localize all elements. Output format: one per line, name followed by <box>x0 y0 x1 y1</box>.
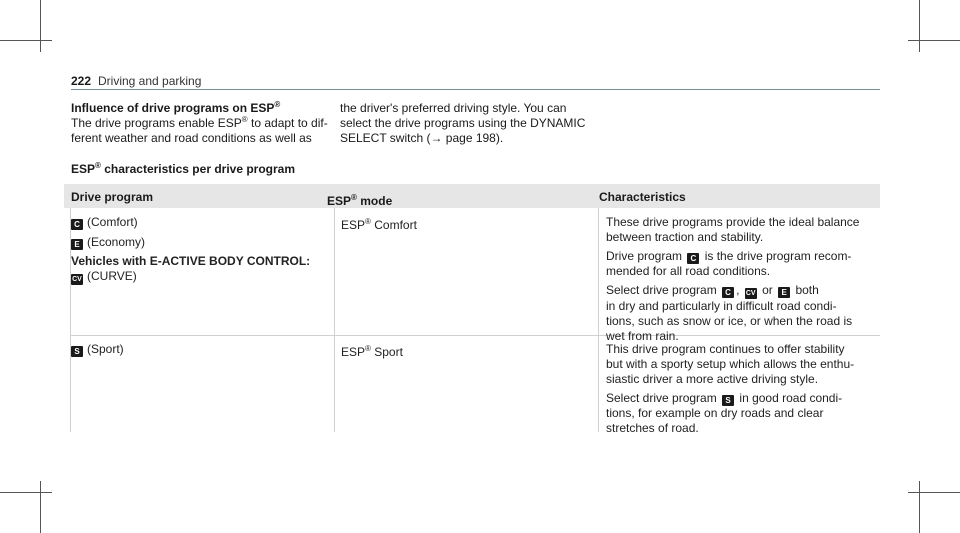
crop-mark <box>908 40 960 41</box>
intro-text: the driver's preferred driving style. You can <box>340 101 567 115</box>
economy-key-icon: E <box>71 239 83 250</box>
intro-right-column <box>340 101 600 146</box>
intro-text: SELECT switch (→ page 198). <box>340 131 504 145</box>
curve-key-icon: CV <box>72 276 82 283</box>
table-row-1-characteristics: These drive programs provide the ideal balance between traction and stability. Drive program C is the drive program recom- mended for all road conditions. Select drive program C , CV or E both in dry and particularly in difficult road condi- tions, such as snow or ice, or when the road is wet from rain. <box>606 215 860 343</box>
intro-heading: Influence of drive programs on ESP® <box>71 100 281 115</box>
header-drive-program: Drive program <box>71 190 154 204</box>
header-esp-mode: ESP® mode <box>327 193 393 208</box>
program-economy: E (Economy) <box>71 235 326 250</box>
column-divider <box>598 208 599 432</box>
comfort-key-icon: C <box>722 287 734 298</box>
intro-left-column <box>71 100 328 146</box>
intro-text: The drive programs enable ESP® to adapt to dif- <box>71 115 328 130</box>
program-sport: S (Sport) <box>71 342 124 357</box>
page-number: 222 <box>71 74 92 88</box>
crop-mark <box>919 481 920 533</box>
column-divider <box>334 208 335 432</box>
economy-key-icon: E <box>778 287 790 298</box>
table-row-1-mode: ESP® Comfort <box>341 217 417 232</box>
crop-mark <box>0 40 52 41</box>
crop-mark <box>919 0 920 52</box>
crop-mark <box>40 481 41 533</box>
table-row-2-mode: ESP® Sport <box>341 344 403 359</box>
table-header <box>64 184 880 208</box>
intro-text: ferent weather and road conditions as well as <box>71 131 312 145</box>
sport-key-icon: S <box>722 395 734 406</box>
comfort-key-icon: C <box>687 253 699 264</box>
intro-text: select the drive programs using the DYNAMIC <box>340 116 586 130</box>
table-row-2-characteristics: This drive program continues to offer stability but with a sporty setup which allows the enthu- siastic driver a more active driving style. Select drive program S in good road condi- tions, for example on dry roads and clear stretches of road. <box>606 342 855 435</box>
curve-key-icon: CV <box>745 290 756 297</box>
sport-key-icon: S <box>71 346 83 357</box>
table-title: ESP® characteristics per drive program <box>71 161 296 176</box>
header-characteristics: Characteristics <box>599 190 686 204</box>
program-comfort: C (Comfort) <box>71 215 326 230</box>
header-rule <box>71 89 880 90</box>
crop-mark <box>40 0 41 52</box>
section-title: Driving and parking <box>98 74 202 88</box>
comfort-key-icon: C <box>71 219 83 230</box>
table-row-1-program <box>71 215 326 285</box>
table-row-2-program <box>71 342 124 357</box>
program-curve: CV (CURVE) <box>72 269 137 283</box>
vehicles-heading: Vehicles with E-ACTIVE BODY CONTROL: <box>71 254 311 268</box>
crop-mark <box>0 492 52 493</box>
crop-mark <box>908 492 960 493</box>
esp-table <box>64 184 880 435</box>
